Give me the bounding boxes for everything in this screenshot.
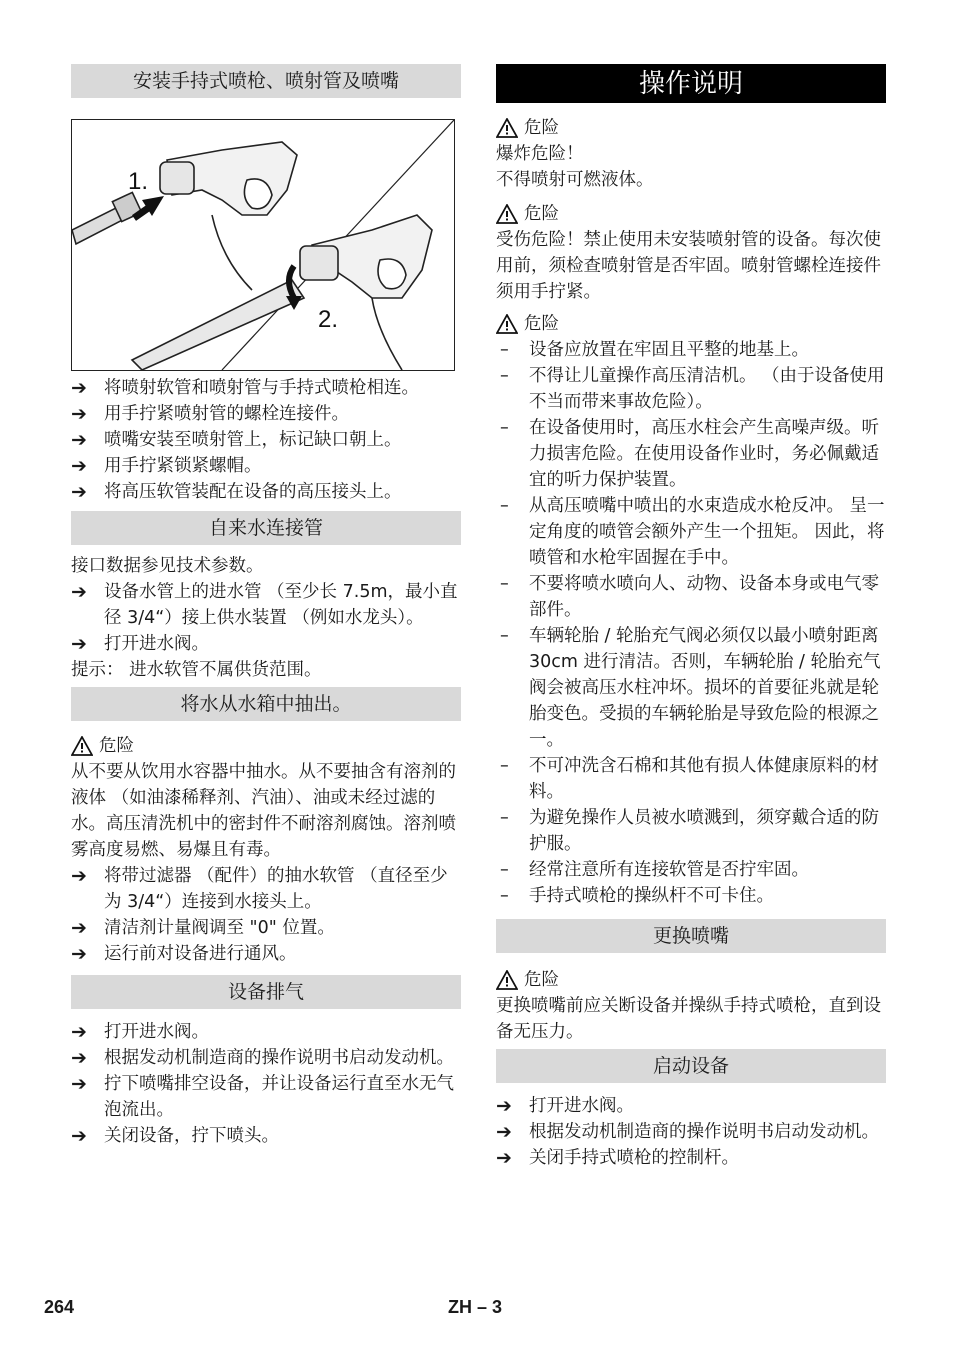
arrow-right-icon: ➔ (71, 633, 87, 655)
injury-danger-text: 受伤危险！禁止使用未安装喷射管的设备。每次使用前，须检查喷射管是否牢固。喷射管螺栓连接件须用手拧紧。 (496, 230, 881, 302)
list-item: ➔ 打开进水阀。 (71, 633, 209, 655)
warning-triangle-icon (496, 204, 518, 224)
no-flammable-liquids: 不得喷射可燃液体。 (496, 170, 654, 190)
water-connection-intro: 接口数据参见技术参数。 (71, 556, 264, 576)
danger-heading: 危险 (496, 201, 886, 227)
list-item: – 为避免操作人员被水喷溅到，须穿戴合适的防护服。 (500, 808, 879, 854)
left-column (71, 64, 461, 1149)
warning-triangle-icon (496, 314, 518, 334)
list-item: – 不可冲洗含石棉和其他有损人体健康原料的材料。 (500, 756, 879, 802)
list-item: ➔ 清洁剂计量阀调至 "0" 位置。 (71, 917, 335, 939)
list-item: – 不得让儿童操作高压清洁机。 （由于设备使用不当而带来事故危险）。 (500, 366, 885, 412)
arrow-right-icon: ➔ (496, 1121, 512, 1143)
list-item: – 从高压喷嘴中喷出的水束造成水枪反冲。 呈一定角度的喷管会额外产生一个扭矩。 因此，将喷管和水枪牢固握在手中。 (500, 496, 885, 568)
list-item: ➔ 用手拧紧喷射管的螺栓连接件。 (71, 403, 349, 425)
list-item: ➔ 打开进水阀。 (71, 1021, 209, 1043)
arrow-right-icon: ➔ (71, 917, 87, 939)
arrow-right-icon: ➔ (71, 377, 87, 399)
section-title-venting: 设备排气 (71, 975, 461, 1009)
language-page-label: ZH – 3 (448, 1297, 503, 1317)
section-title-water-connection: 自来水连接管 (71, 511, 461, 545)
step-label-1: 1. (128, 168, 149, 195)
section-title-tank-suction: 将水从水箱中抽出。 (71, 687, 461, 721)
list-item: – 手持式喷枪的操纵杆不可卡住。 (500, 886, 774, 906)
danger-heading: 危险 (71, 733, 461, 759)
install-steps (71, 375, 461, 505)
tank-suction-warning-text: 从不要从饮用水容器中抽水。从不要抽含有溶剂的液体 （如油漆稀释剂、汽油）、油或未经过滤的水。高压清洗机中的密封件不耐溶剂腐蚀。溶剂喷雾高度易燃、易爆且有毒。 (71, 762, 456, 860)
list-item: – 在设备使用时，高压水柱会产生高噪声级。听力损害危险。在使用设备作业时，务必佩戴适宜的听力保护装置。 (500, 418, 879, 490)
spray-gun-drawing (72, 120, 454, 370)
page-number: 264 (44, 1297, 75, 1317)
gun-upper-icon (72, 142, 297, 290)
list-item: ➔ 喷嘴安装至喷射管上，标记缺口朝上。 (71, 429, 402, 451)
list-item: ➔ 用手拧紧锁紧螺帽。 (71, 455, 262, 477)
page-title: 操作说明 (496, 64, 886, 103)
arrow-right-icon: ➔ (71, 865, 87, 887)
arrow-right-icon: ➔ (71, 403, 87, 425)
tank-suction-steps (71, 863, 461, 967)
list-item: ➔ 将高压软管装配在设备的高压接头上。 (71, 481, 402, 503)
list-item: ➔ 根据发动机制造商的操作说明书启动发动机。 (496, 1121, 879, 1143)
water-connection-steps (71, 579, 461, 657)
list-item: ➔ 将喷射软管和喷射管与手持式喷枪相连。 (71, 377, 419, 399)
warning-triangle-icon (496, 118, 518, 138)
danger-heading: 危险 (496, 967, 886, 993)
arrow-right-icon: ➔ (71, 455, 87, 477)
assembly-illustration (71, 119, 455, 371)
arrow-right-icon: ➔ (71, 943, 87, 965)
list-item: ➔ 拧下喷嘴排空设备，并让设备运行直至水无气泡流出。 (71, 1073, 454, 1120)
arrow-right-icon: ➔ (71, 1073, 87, 1095)
safety-rules (496, 337, 886, 909)
list-item: ➔ 关闭设备，拧下喷头。 (71, 1125, 279, 1147)
list-item: – 车辆轮胎 / 轮胎充气阀必须仅以最小喷射距离 30cm 进行清洁。否则，车辆轮胎 / 轮胎充气阀会被高压水柱冲坏。损坏的首要征兆就是轮胎变色。受损的车辆轮胎是导致危险的根源之一。 (500, 626, 881, 750)
explosion-danger: 爆炸危险！ (496, 144, 584, 164)
list-item: – 不要将喷水喷向人、动物、设备本身或电气零部件。 (500, 574, 879, 620)
right-column (496, 64, 886, 1171)
replace-nozzle-text: 更换喷嘴前应关断设备并操纵手持式喷枪，直到设备无压力。 (496, 996, 881, 1042)
section-title-install-gun: 安装手持式喷枪、喷射管及喷嘴 (71, 64, 461, 98)
arrow-right-icon: ➔ (71, 481, 87, 503)
section-title-start-device: 启动设备 (496, 1049, 886, 1083)
start-device-steps (496, 1093, 886, 1171)
arrow-right-icon: ➔ (71, 581, 87, 603)
arrow-right-icon: ➔ (71, 1125, 87, 1147)
list-item: ➔ 将带过滤器 （配件）的抽水软管 （直径至少为 3/4“）连接到水接头上。 (71, 865, 448, 912)
list-item: – 设备应放置在牢固且平整的地基上。 (500, 340, 809, 360)
list-item: ➔ 设备水管上的进水管 （至少长 7.5m，最小直径 3/4“）接上供水装置 （例如水龙头）。 (71, 581, 458, 628)
step-label-2: 2. (318, 306, 339, 333)
arrow-right-icon: ➔ (71, 1047, 87, 1069)
danger-heading: 危险 (496, 115, 886, 141)
list-item: ➔ 根据发动机制造商的操作说明书启动发动机。 (71, 1047, 454, 1069)
water-connection-note: 提示： 进水软管不属供货范围。 (71, 660, 322, 680)
arrow-right-icon: ➔ (496, 1095, 512, 1117)
arrow-right-icon: ➔ (71, 1021, 87, 1043)
danger-heading: 危险 (496, 311, 886, 337)
list-item: – 经常注意所有连接软管是否拧牢固。 (500, 860, 809, 880)
arrow-right-icon: ➔ (71, 429, 87, 451)
venting-steps (71, 1019, 461, 1149)
warning-triangle-icon (496, 970, 518, 990)
list-item: ➔ 关闭手持式喷枪的控制杆。 (496, 1147, 739, 1169)
section-title-replace-nozzle: 更换喷嘴 (496, 919, 886, 953)
gun-lower-icon (132, 215, 432, 370)
list-item: ➔ 打开进水阀。 (496, 1095, 634, 1117)
arrow-right-icon: ➔ (496, 1147, 512, 1169)
list-item: ➔ 运行前对设备进行通风。 (71, 943, 297, 965)
warning-triangle-icon (71, 736, 93, 756)
